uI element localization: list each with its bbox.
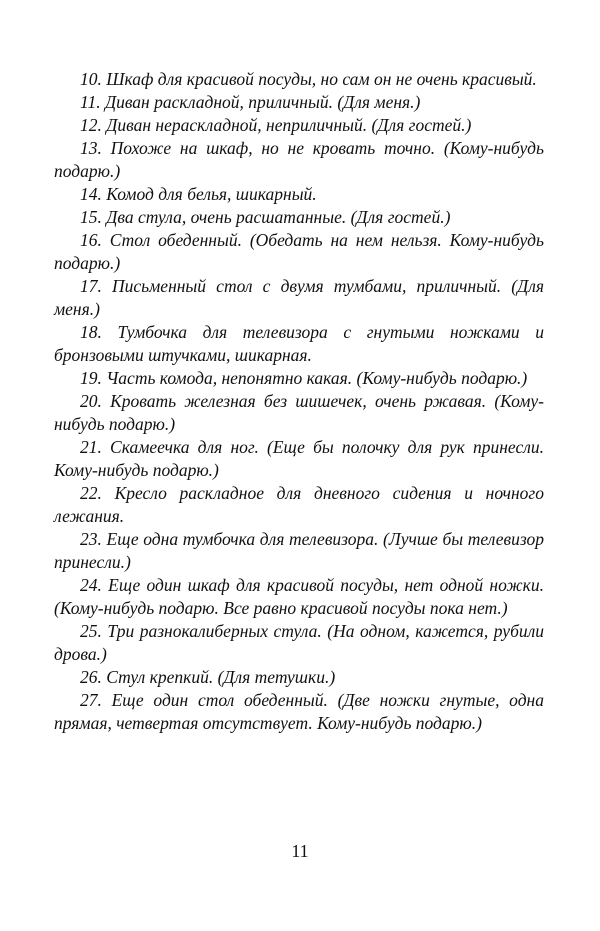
list-item: 12. Диван нераскладной, неприличный. (Для гостей.) xyxy=(80,115,472,135)
list-item: 17. Письменный стол с двумя тумбами, приличный. (Для меня.) xyxy=(54,276,544,319)
page-number: 11 xyxy=(291,841,309,861)
list-item: 26. Стул крепкий. (Для тетушки.) xyxy=(80,667,336,687)
list-item: 11. Диван раскладной, приличный. (Для меня.) xyxy=(80,92,421,112)
list-item: 18. Тумбочка для телевизора с гнутыми ножками и бронзовыми штучками, шикарная. xyxy=(54,322,544,365)
list-item: 13. Похоже на шкаф, но не кровать точно. (Кому-нибудь подарю.) xyxy=(54,138,544,181)
list-item: 20. Кровать железная без шишечек, очень ржавая. (Кому-нибудь подарю.) xyxy=(54,391,544,434)
list-item: 24. Еще один шкаф для красивой посуды, нет одной ножки. (Кому-нибудь подарю. Все равно красивой посуды пока нет.) xyxy=(54,575,544,618)
furniture-list xyxy=(54,68,544,735)
list-item: 19. Часть комода, непонятно какая. (Кому-нибудь подарю.) xyxy=(80,368,528,388)
list-item: 27. Еще один стол обеденный. (Две ножки гнутые, одна прямая, четвертая отсутствует. Кому-нибудь подарю.) xyxy=(54,690,544,733)
list-item: 23. Еще одна тумбочка для телевизора. (Лучше бы телевизор принесли.) xyxy=(54,529,544,572)
list-item: 15. Два стула, очень расшатанные. (Для гостей.) xyxy=(80,207,451,227)
list-item: 22. Кресло раскладное для дневного сидения и ночного лежания. xyxy=(54,483,544,526)
list-item: 25. Три разнокалиберных стула. (На одном, кажется, рубили дрова.) xyxy=(54,621,544,664)
list-item: 10. Шкаф для красивой посуды, но сам он не очень красивый. xyxy=(80,69,537,89)
list-item: 21. Скамеечка для ног. (Еще бы полочку для рук принесли. Кому-нибудь подарю.) xyxy=(54,437,544,480)
list-item: 14. Комод для белья, шикарный. xyxy=(80,184,317,204)
list-item: 16. Стол обеденный. (Обедать на нем нельзя. Кому-нибудь подарю.) xyxy=(54,230,544,273)
